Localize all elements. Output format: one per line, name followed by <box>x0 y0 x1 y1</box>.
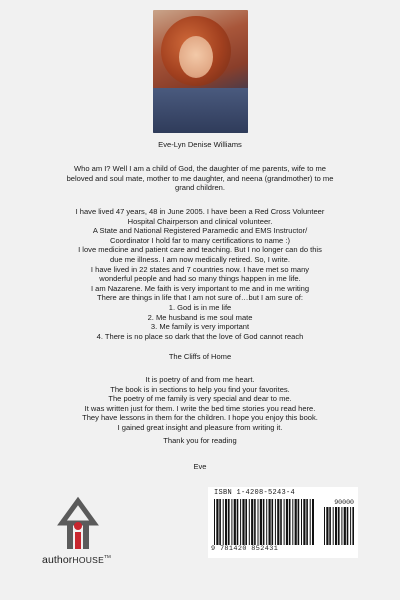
barcode-bar <box>223 499 224 545</box>
trademark: TM <box>104 554 111 559</box>
barcode-bar <box>269 499 271 545</box>
barcode-bar <box>306 499 308 545</box>
bio-line: Hospital Chairperson and clinical volunteer. <box>127 216 273 226</box>
barcode-bar <box>329 507 331 545</box>
bio-list-item: 4. There is no place so dark that the love of God cannot reach <box>96 331 304 341</box>
bio-line: There are things in life that I am not sure of…but I am sure of: <box>97 293 303 303</box>
barcode-bar <box>242 499 244 545</box>
publisher-name <box>42 554 111 566</box>
bio-list-item: 2. Me husband is me soul mate <box>147 312 253 322</box>
bio-list-item: 1. God is in me life <box>168 302 232 312</box>
signature: Eve <box>193 462 207 471</box>
isbn-text: ISBN 1-4208-5243-4 <box>214 489 296 497</box>
barcode-bar <box>341 507 342 545</box>
barcode-bar <box>225 499 227 545</box>
book-title: The Cliffs of Home <box>168 352 232 361</box>
author-name: Eve-Lyn Denise Williams <box>158 140 242 149</box>
price-barcode-bars-icon <box>324 507 354 545</box>
barcode-bars-icon <box>214 499 314 545</box>
barcode-bar <box>301 499 302 545</box>
bio-line: A State and National Registered Paramedic and EMS Instructor/ <box>92 226 308 236</box>
barcode-bar <box>249 499 250 545</box>
barcode-bar <box>324 507 325 545</box>
book-line: The book is in sections to help you find your favorites. <box>110 384 290 394</box>
barcode-bar <box>303 499 305 545</box>
book-line: I gained great insight and pleasure from writing it. <box>117 422 283 432</box>
barcode-bar <box>219 499 221 545</box>
publisher-name-part2: HOUSE <box>72 555 105 565</box>
bio-line: due me illness. I am now medically retired. So, I write. <box>110 254 290 264</box>
bio-line: I have lived in 22 states and 7 countries now. I have met so many <box>90 264 310 274</box>
barcode-bar <box>266 499 267 545</box>
author-photo <box>153 10 248 133</box>
barcode-bar <box>216 499 218 545</box>
bio-line: I have lived 47 years, 48 in June 2005. I have been a Red Cross Volunteer <box>75 207 325 216</box>
barcode-bar <box>277 499 279 545</box>
book-line: It was written just for them. I write the bed time stories you read here. <box>84 403 316 413</box>
intro-paragraph <box>18 164 382 193</box>
barcode-bar <box>234 499 236 545</box>
barcode-bar <box>214 499 215 545</box>
author-photo-jacket <box>153 88 248 133</box>
bio-paragraph <box>18 207 382 341</box>
barcode-bar <box>312 499 314 545</box>
barcode-bar <box>228 499 230 545</box>
book-line: It is poetry of and from me heart. <box>145 375 255 384</box>
bio-line: wonderful people and had so many things happen in me life. <box>99 274 301 284</box>
ean-number: 9 781420 852431 <box>211 545 279 553</box>
barcode-bar <box>263 499 265 545</box>
barcode-bar <box>292 499 293 545</box>
barcode-bar <box>295 499 297 545</box>
barcode-bar <box>237 499 239 545</box>
barcode-bar <box>280 499 282 545</box>
price-code: 90000 <box>334 499 354 506</box>
barcode-bar <box>347 507 349 545</box>
isbn-barcode <box>208 487 358 558</box>
bio-line: I love medicine and patient care and teaching. But I no longer can do this <box>78 245 322 255</box>
book-line: They have lessons in them for the children. I hope you enjoy this book. <box>82 413 318 423</box>
book-line: The poetry of me family is very special and dear to me. <box>108 394 292 404</box>
barcode-bar <box>240 499 241 545</box>
book-description <box>18 375 382 433</box>
barcode-bar <box>350 507 351 545</box>
bio-line: Coordinator I hold far to many certifications to name :) <box>110 235 290 245</box>
barcode-bar <box>338 507 340 545</box>
bio-list-item: 3. Me family is very important <box>150 322 250 332</box>
barcode-bar <box>260 499 262 545</box>
barcode-bar <box>335 507 337 545</box>
barcode-bar <box>333 507 334 545</box>
barcode-bar <box>254 499 256 545</box>
barcode-bar <box>251 499 253 545</box>
barcode-bar <box>310 499 311 545</box>
barcode-bar <box>284 499 285 545</box>
barcode-bar <box>344 507 346 545</box>
thanks-line: Thank you for reading <box>163 436 237 445</box>
barcode-bar <box>289 499 291 545</box>
barcode-bar <box>298 499 300 545</box>
barcode-bar <box>231 499 232 545</box>
publisher-name-part1: author <box>42 554 73 566</box>
intro-line: Who am I? Well I am a child of God, the daughter of me parents, wife to me <box>74 164 326 173</box>
barcode-bar <box>286 499 288 545</box>
barcode-bar <box>326 507 328 545</box>
authorhouse-logo-icon <box>42 493 152 553</box>
barcode-bar <box>245 499 247 545</box>
author-photo-face <box>179 36 213 78</box>
intro-line: beloved and soul mate, mother to me daughter, and neena (grandmother) to me <box>66 173 334 183</box>
barcode-bar <box>352 507 354 545</box>
barcode-bar <box>258 499 259 545</box>
barcode-bar <box>272 499 274 545</box>
bio-line: I am Nazarene. Me faith is very important to me and in me writing <box>90 283 310 293</box>
barcode-bar <box>275 499 276 545</box>
intro-line: grand children. <box>175 183 225 193</box>
